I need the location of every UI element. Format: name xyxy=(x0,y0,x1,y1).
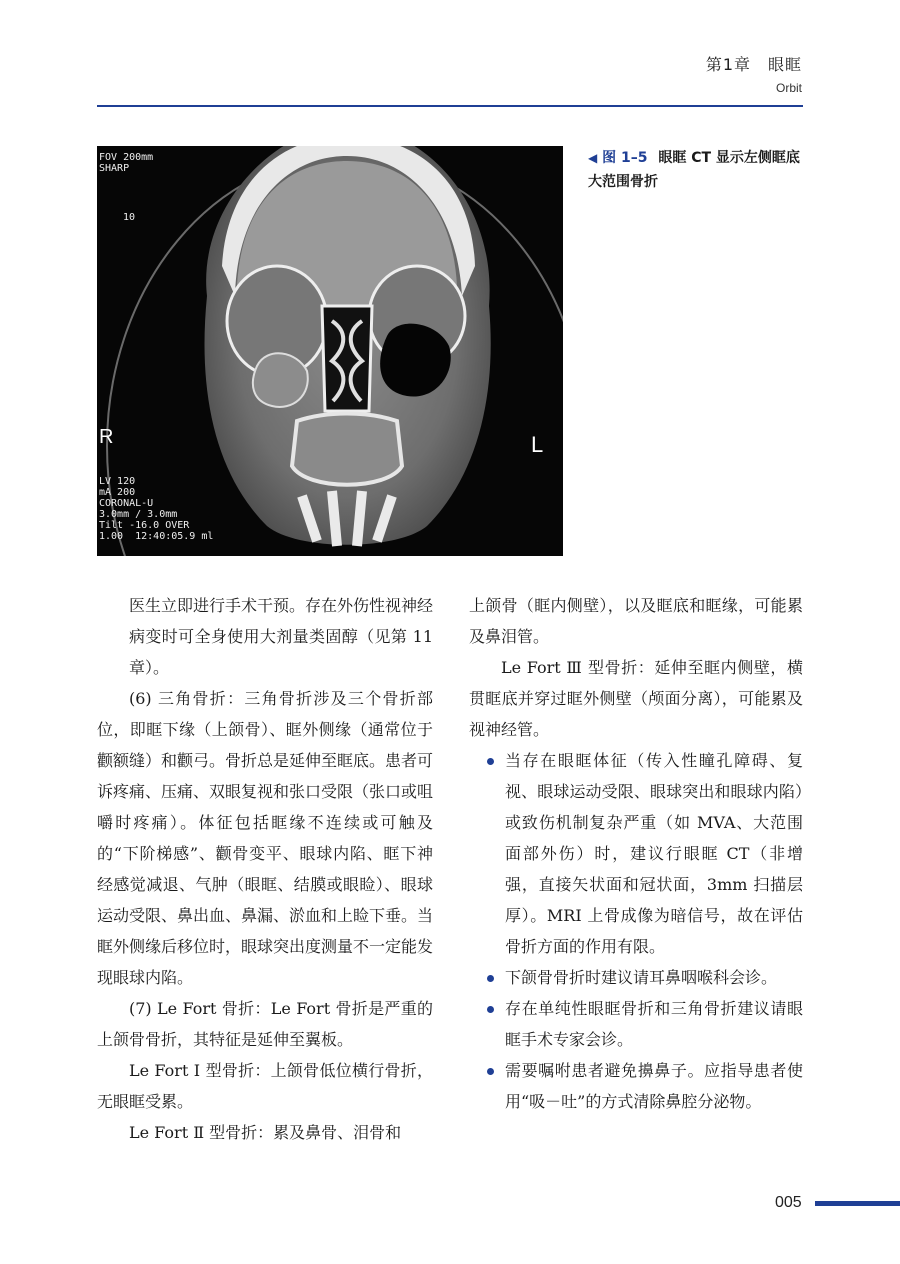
paragraph-tripod-fracture: (6) 三角骨折：三角骨折涉及三个骨折部位，即眶下缘（上颌骨）、眶外侧缘（通常位于颧额缝）和颧弓。骨折总是延伸至眶底。患者可诉疼痛、压痛、双眼复视和张口受限（张口或咀嚼时疼痛）。体征包括眶缘不连续或可触及的“下阶梯感”、颧骨变平、眼球内陷、眶下神经感觉减退、气肿（眼眶、结膜或眼睑）、眼球运动受限、鼻出血、鼻漏、淤血和上睑下垂。当眶外侧缘后移位时，眼球突出度测量不一定能发现眼球内陷。 xyxy=(97,689,434,987)
list-item: 下颌骨骨折时建议请耳鼻咽喉科会诊。 xyxy=(469,962,803,993)
list-item: 存在单纯性眼眶骨折和三角骨折建议请眼眶手术专家会诊。 xyxy=(469,993,803,1055)
paragraph-le-fort-1: Le Fort Ⅰ 型骨折：上颌骨低位横行骨折，无眼眶受累。 xyxy=(97,1061,433,1111)
figure-caption xyxy=(588,146,808,194)
chapter-title: 第1章 眼眶 xyxy=(705,55,802,74)
caption-text: 眼眶 CT 显示左侧眶底大范围骨折 xyxy=(588,150,800,190)
paragraph-le-fort-3: Le Fort Ⅲ 型骨折：延伸至眶内侧壁，横贯眶底并穿过眶外侧壁（颅面分离），可能累及视神经管。 xyxy=(469,658,803,739)
page-number: 005 xyxy=(775,1194,802,1211)
caption-arrow-icon: ◀ xyxy=(588,151,598,165)
ct-label-left-side: L xyxy=(531,432,544,457)
page-number-bar xyxy=(815,1201,900,1206)
text-column-right xyxy=(469,590,803,1117)
ct-overlay-top: FOV 200mm SHARP xyxy=(99,152,154,174)
ct-scan-image xyxy=(97,146,563,556)
paragraph-le-fort-2-continued: 上颌骨（眶内侧壁），以及眶底和眶缘，可能累及鼻泪管。 xyxy=(469,596,803,646)
recommendation-list xyxy=(469,745,803,1117)
bullet-icon xyxy=(487,975,494,982)
right-maxillary-sinus xyxy=(253,353,308,407)
ct-scale-label: 10 xyxy=(123,212,136,223)
text-column-left xyxy=(97,590,433,1148)
bullet-icon xyxy=(487,1068,494,1075)
palate-mandible xyxy=(292,414,402,485)
figure-number: 图 1–5 xyxy=(602,150,648,166)
nasal-cavity xyxy=(322,306,372,411)
ct-overlay-bottom: LV 120 mA 200 CORONAL-U 3.0mm / 3.0mm Tilt -16.0 OVER 1.00 12:40:05.9 ml xyxy=(99,476,214,542)
paragraph-le-fort-2: Le Fort Ⅱ 型骨折：累及鼻骨、泪骨和 xyxy=(129,1123,402,1142)
list-item: 当存在眼眶体征（传入性瞳孔障碍、复视、眼球运动受限、眼球突出和眼球内陷）或致伤机制复杂严重（如 MVA、大范围面部外伤）时，建议行眼眶 CT（非增强，直接矢状面和冠状面，3mm 扫描层厚）。MRI 上骨成像为暗信号，故在评估骨折方面的作用有限。 xyxy=(469,745,803,962)
bullet-icon xyxy=(487,758,494,765)
chapter-subtitle: Orbit xyxy=(775,81,802,95)
running-header xyxy=(706,52,802,95)
header-rule xyxy=(97,105,803,107)
ct-label-right-side: R xyxy=(99,426,114,448)
list-item: 需要嘱咐患者避免擤鼻子。应指导患者使用“吸－吐”的方式清除鼻腔分泌物。 xyxy=(469,1055,803,1117)
paragraph-le-fort: (7) Le Fort 骨折：Le Fort 骨折是严重的上颌骨骨折，其特征是延伸至翼板。 xyxy=(97,999,433,1049)
bullet-icon xyxy=(487,1006,494,1013)
paragraph-continued: 医生立即进行手术干预。存在外伤性视神经病变时可全身使用大剂量类固醇（见第 11 章）。 xyxy=(129,596,434,677)
